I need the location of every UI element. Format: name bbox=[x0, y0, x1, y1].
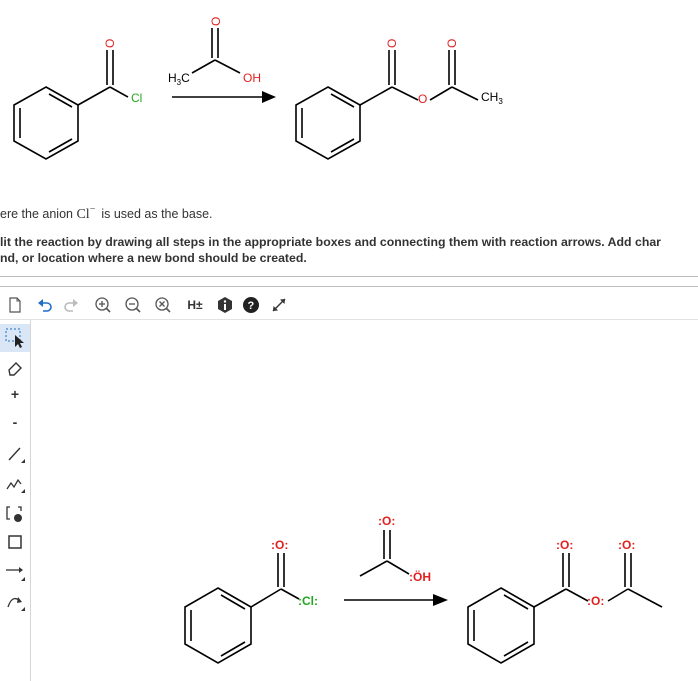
bracket-tool[interactable] bbox=[0, 500, 30, 528]
product-o1: O bbox=[385, 38, 399, 48]
canvas-carbonyl-o: :O: bbox=[271, 538, 289, 552]
carbonyl-o-label: O bbox=[103, 38, 117, 48]
help-icon[interactable] bbox=[238, 290, 264, 320]
problem-text-prefix: ere the anion bbox=[0, 207, 77, 221]
svg-text:?: ? bbox=[247, 300, 255, 312]
top-reaction-scheme bbox=[0, 0, 698, 190]
problem-line-1 bbox=[0, 204, 213, 223]
h-plus-minus-button[interactable] bbox=[180, 290, 210, 320]
plus-charge-label: + bbox=[10, 386, 20, 402]
zoom-in-icon[interactable] bbox=[90, 290, 116, 320]
benzene-ring-product bbox=[296, 87, 360, 159]
chain-tool[interactable] bbox=[0, 470, 30, 498]
cl-label: Cl bbox=[131, 91, 143, 105]
benzene-ring-reactant bbox=[14, 87, 78, 159]
canvas-cl-lone-pairs: :Cl: bbox=[298, 594, 318, 608]
canvas-benzene-product bbox=[468, 588, 534, 663]
acid-carbonyl-o: O bbox=[209, 16, 223, 26]
editor-toolbar bbox=[0, 290, 698, 320]
clear-icon[interactable] bbox=[150, 290, 176, 320]
drawing-canvas[interactable] bbox=[31, 320, 698, 681]
single-bond-tool[interactable] bbox=[0, 440, 30, 468]
curved-arrow-tool[interactable] bbox=[0, 588, 30, 616]
expand-icon[interactable] bbox=[266, 290, 292, 320]
redo-icon[interactable] bbox=[58, 290, 84, 320]
canvas-oh: :ÖH bbox=[409, 570, 431, 584]
ch3-label: $CH_3$ bbox=[481, 90, 503, 106]
reaction-arrow-tool[interactable] bbox=[0, 558, 30, 586]
anion-symbol: Cl bbox=[76, 207, 90, 222]
decrease-charge-tool[interactable] bbox=[0, 408, 30, 436]
problem-line-2: lit the reaction by drawing all steps in the appropriate boxes and connecting them with reaction arrows. Add char bbox=[0, 235, 661, 249]
canvas-product-o1: :O: bbox=[556, 538, 574, 552]
eraser-tool[interactable] bbox=[0, 354, 30, 382]
increase-charge-tool[interactable] bbox=[0, 380, 30, 408]
info-icon[interactable] bbox=[212, 290, 238, 320]
h-plus-minus-label: H± bbox=[187, 298, 203, 312]
canvas-product-o2: :O: bbox=[618, 538, 636, 552]
canvas-reaction-scheme bbox=[31, 320, 698, 681]
drawing-tools-panel bbox=[0, 320, 31, 681]
selection-tool[interactable] bbox=[0, 324, 30, 352]
problem-text-suffix: is used as the base. bbox=[101, 207, 213, 221]
divider-top bbox=[0, 276, 698, 277]
h3c-label: $H_3C$ bbox=[168, 71, 190, 87]
anion-charge: − bbox=[89, 204, 96, 215]
rectangle-tool[interactable] bbox=[0, 528, 30, 556]
canvas-benzene-reactant bbox=[185, 588, 251, 663]
canvas-ester-o: :O: bbox=[587, 594, 605, 608]
undo-icon[interactable] bbox=[32, 290, 58, 320]
ester-o-label: O bbox=[418, 92, 428, 106]
new-document-icon[interactable] bbox=[2, 290, 28, 320]
oh-label: OH bbox=[243, 71, 261, 85]
canvas-acid-o: :O: bbox=[378, 514, 396, 528]
zoom-out-icon[interactable] bbox=[120, 290, 146, 320]
product-o2: O bbox=[445, 38, 459, 48]
minus-charge-label: - bbox=[12, 414, 18, 430]
divider-bottom bbox=[0, 286, 698, 287]
problem-line-3: nd, or location where a new bond should be created. bbox=[0, 251, 307, 265]
